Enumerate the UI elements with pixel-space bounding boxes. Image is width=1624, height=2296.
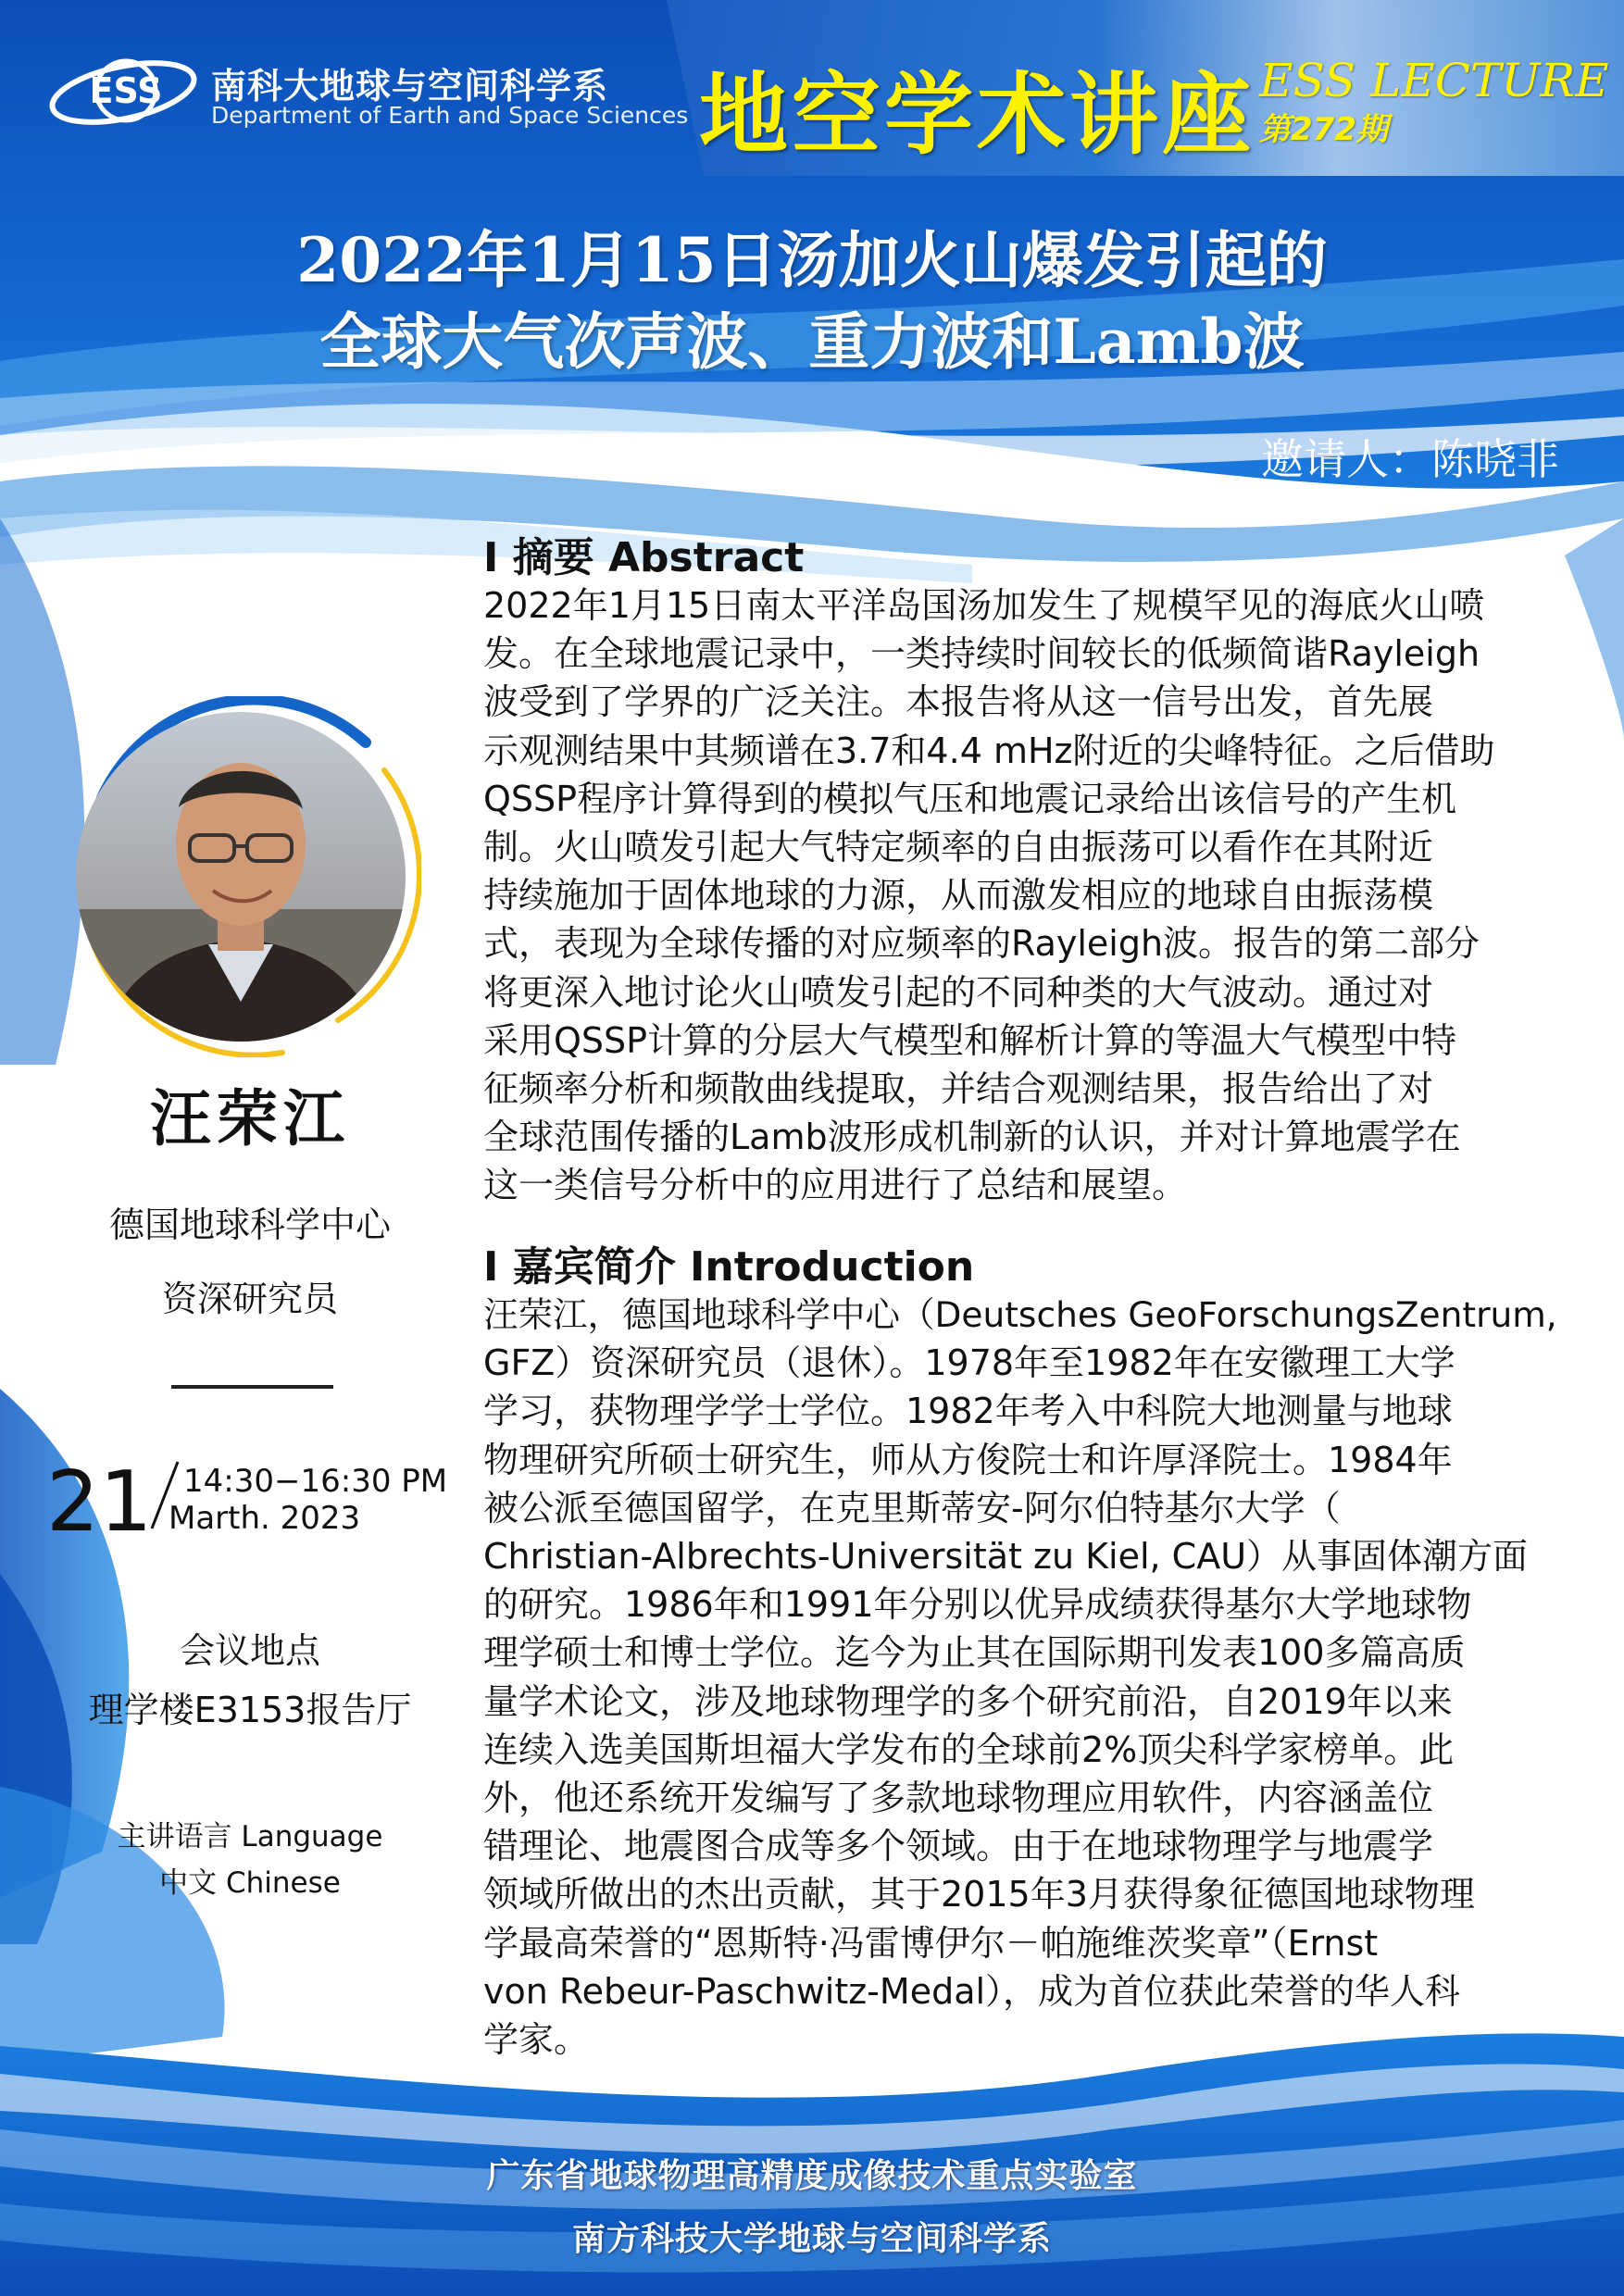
body-line: 示观测结果中其频谱在3.7和4.4 mHz附近的尖峰特征。之后借助 xyxy=(483,730,1495,771)
speaker-photo xyxy=(60,696,421,1057)
body-line: QSSP程序计算得到的模拟气压和地震记录给出该信号的产生机 xyxy=(483,778,1457,819)
body-line: 量学术论文，涉及地球物理学的多个研究前沿，自2019年以来 xyxy=(483,1680,1453,1722)
divider xyxy=(171,1385,333,1389)
body-line: 学最高荣誉的“恩斯特·冯雷博伊尔－帕施维茨奖章”（Ernst xyxy=(483,1922,1379,1964)
body-line: Christian-Albrechts-Universität zu Kiel, CAU）从事固体潮方面 xyxy=(483,1536,1529,1578)
body-line: 波受到了学界的广泛关注。本报告将从这一信号出发，首先展 xyxy=(483,681,1434,723)
issue-number: 第272期 xyxy=(1259,111,1388,148)
body-line: 的研究。1986年和1991年分别以优异成绩获得基尔大学地球物 xyxy=(483,1584,1472,1626)
event-time: 14:30−16:30 PM xyxy=(183,1463,448,1500)
logo-letters: ESS xyxy=(89,70,163,111)
body-line: 持续施加于固体地球的力源，从而激发相应的地球自由振荡模 xyxy=(483,875,1434,917)
body-line: GFZ）资深研究员（退休）。1978年至1982年在安徽理工大学 xyxy=(483,1342,1455,1384)
language-label: 主讲语言 Language xyxy=(117,1820,383,1853)
body-line: 采用QSSP计算的分层大气模型和解析计算的等温大气模型中特 xyxy=(483,1019,1457,1061)
language: 中文 Chinese xyxy=(159,1866,341,1900)
body-line: 物理研究所硕士研究生，师从方俊院士和许厚泽院士。1984年 xyxy=(483,1439,1453,1480)
body-line: 外，他还系统开发编写了多款地球物理应用软件，内容涵盖位 xyxy=(483,1778,1434,1819)
speaker-position: 资深研究员 xyxy=(161,1279,338,1319)
abstract-heading: I 摘要 Abstract xyxy=(483,534,805,581)
body-line: 理学硕士和博士学位。迄今为止其在国际期刊发表100多篇高质 xyxy=(483,1632,1466,1674)
body-line: 领域所做出的杰出贡献，其于2015年3月获得象征德国地球物理 xyxy=(483,1874,1475,1915)
body-line: 错理论、地震图合成等多个领域。由于在地球物理学与地震学 xyxy=(483,1826,1434,1867)
department-name-en: Department of Earth and Space Sciences xyxy=(211,102,689,129)
body-line: 式，表现为全球传播的对应频率的Rayleigh波。报告的第二部分 xyxy=(483,923,1480,965)
event-day: 21 xyxy=(46,1454,153,1551)
speaker-name: 汪荣江 xyxy=(150,1083,350,1154)
lecture-series-title: 地空学术讲座 xyxy=(699,62,1255,167)
body-line: 被公派至德国留学，在克里斯蒂安-阿尔伯特基尔大学（ xyxy=(483,1487,1341,1529)
venue-label: 会议地点 xyxy=(179,1630,320,1671)
department-name-cn: 南科大地球与空间科学系 xyxy=(211,66,609,106)
venue: 理学楼E3153报告厅 xyxy=(88,1690,412,1730)
body-line: 制。火山喷发引起大气特定频率的自由振荡可以看作在其附近 xyxy=(483,827,1434,868)
footer-lab-name: 广东省地球物理高精度成像技术重点实验室 xyxy=(486,2157,1138,2195)
speaker-affiliation: 德国地球科学中心 xyxy=(108,1204,391,1245)
introduction-body xyxy=(483,1291,1557,2064)
body-line: 这一类信号分析中的应用进行了总结和展望。 xyxy=(483,1165,1188,1206)
abstract-body xyxy=(483,581,1557,1210)
body-line: 2022年1月15日南太平洋岛国汤加发生了规模罕见的海底火山喷 xyxy=(483,585,1485,626)
footer-department-name: 南方科技大学地球与空间科学系 xyxy=(571,2220,1052,2258)
body-line: von Rebeur-Paschwitz-Medal），成为首位获此荣誉的华人科 xyxy=(483,1970,1461,2012)
body-line: 连续入选美国斯坦福大学发布的全球前2%顶尖科学家榜单。此 xyxy=(483,1728,1455,1770)
body-line: 将更深入地讨论火山喷发引起的不同种类的大气波动。通过对 xyxy=(483,971,1434,1013)
talk-title-line-2: 全球大气次声波、重力波和Lamb波 xyxy=(319,306,1305,378)
introduction-heading: I 嘉宾简介 Introduction xyxy=(483,1243,975,1291)
talk-title-line-1: 2022年1月15日汤加火山爆发引起的 xyxy=(296,224,1328,296)
body-line: 学家。 xyxy=(483,2019,590,2061)
body-line: 汪荣江，德国地球科学中心（Deutsches GeoForschungsZentrum, xyxy=(483,1294,1557,1335)
event-month: Marth. 2023 xyxy=(169,1500,361,1537)
inviter: 邀请人：陈晓非 xyxy=(1261,434,1559,484)
body-line: 发。在全球地震记录中，一类持续时间较长的低频简谐Rayleigh xyxy=(483,633,1480,675)
lecture-series-title-en: ESS LECTURE xyxy=(1259,54,1609,107)
body-line: 学习，获物理学学士学位。1982年考入中科院大地测量与地球 xyxy=(483,1391,1453,1432)
body-line: 全球范围传播的Lamb波形成机制新的认识，并对计算地震学在 xyxy=(483,1117,1461,1158)
body-line: 征频率分析和频散曲线提取，并结合观测结果，报告给出了对 xyxy=(483,1068,1434,1110)
ess-logo-icon xyxy=(44,46,202,139)
